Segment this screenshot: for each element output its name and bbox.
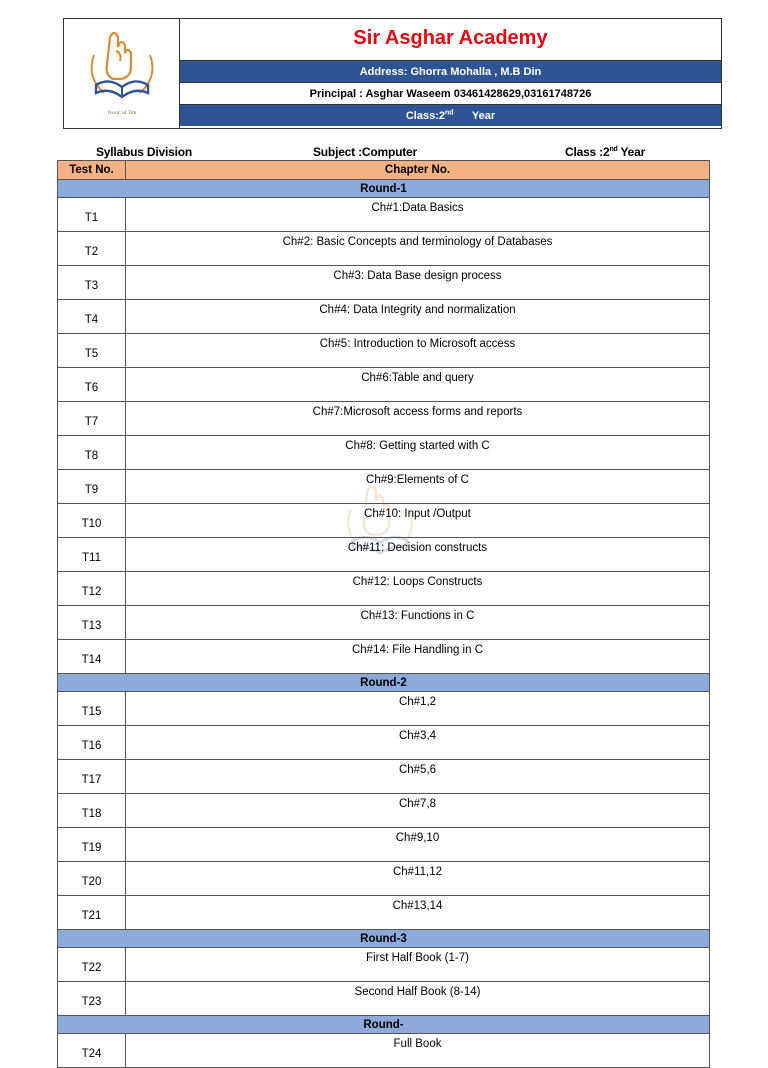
class-meta-label [565, 145, 645, 159]
table-row [58, 640, 710, 674]
academy-header [63, 18, 722, 129]
chapter-cell: Ch#1,2 [126, 692, 710, 726]
syllabus-table-body [58, 180, 710, 1068]
chapter-cell: Ch#13: Functions in C [126, 606, 710, 640]
academy-logo-icon [72, 25, 172, 111]
test-number-cell: T21 [58, 896, 126, 930]
table-row [58, 794, 710, 828]
table-row [58, 436, 710, 470]
chapter-cell: Full Book [126, 1034, 710, 1068]
table-row [58, 470, 710, 504]
test-number-cell: T7 [58, 402, 126, 436]
test-number-cell: T20 [58, 862, 126, 896]
test-number-cell: T14 [58, 640, 126, 674]
chapter-cell: Ch#3,4 [126, 726, 710, 760]
chapter-no-header: Chapter No. [126, 161, 710, 180]
test-number-cell: T1 [58, 198, 126, 232]
table-row [58, 606, 710, 640]
test-number-cell: T9 [58, 470, 126, 504]
address-band: Address: Ghorra Mohalla , M.B Din [180, 61, 721, 83]
table-row [58, 300, 710, 334]
table-row [58, 232, 710, 266]
table-row [58, 692, 710, 726]
test-number-cell: T2 [58, 232, 126, 266]
table-row [58, 760, 710, 794]
chapter-cell: Ch#11,12 [126, 862, 710, 896]
test-number-cell: T17 [58, 760, 126, 794]
chapter-cell: Ch#11: Decision constructs [126, 538, 710, 572]
logo-cell [64, 19, 180, 128]
test-no-header: Test No. [58, 161, 126, 180]
table-row [58, 982, 710, 1016]
test-number-cell: T16 [58, 726, 126, 760]
test-number-cell: T3 [58, 266, 126, 300]
test-number-cell: T10 [58, 504, 126, 538]
round-label: Round-3 [58, 930, 710, 948]
test-number-cell: T23 [58, 982, 126, 1016]
round-row [58, 1016, 710, 1034]
table-row [58, 726, 710, 760]
table-row [58, 948, 710, 982]
table-row [58, 334, 710, 368]
chapter-cell: First Half Book (1-7) [126, 948, 710, 982]
test-number-cell: T19 [58, 828, 126, 862]
subject-label: Subject :Computer [313, 145, 417, 159]
test-number-cell: T8 [58, 436, 126, 470]
chapter-cell: Ch#3: Data Base design process [126, 266, 710, 300]
test-number-cell: T13 [58, 606, 126, 640]
chapter-cell: Ch#12: Loops Constructs [126, 572, 710, 606]
round-label: Round- [58, 1016, 710, 1034]
class-meta-prefix: Class :2 [565, 145, 610, 159]
chapter-cell: Ch#13,14 [126, 896, 710, 930]
academy-title: Sir Asghar Academy [180, 19, 721, 61]
chapter-cell: Ch#14: File Handling in C [126, 640, 710, 674]
test-number-cell: T11 [58, 538, 126, 572]
test-number-cell: T6 [58, 368, 126, 402]
table-row [58, 538, 710, 572]
table-row [58, 198, 710, 232]
table-row [58, 572, 710, 606]
test-number-cell: T12 [58, 572, 126, 606]
chapter-cell: Ch#5: Introduction to Microsoft access [126, 334, 710, 368]
table-row [58, 368, 710, 402]
round-row [58, 930, 710, 948]
principal-band: Principal : Asghar Waseem 03461428629,03161748726 [180, 83, 721, 105]
syllabus-table [57, 160, 710, 1068]
test-number-cell: T18 [58, 794, 126, 828]
test-number-cell: T22 [58, 948, 126, 982]
round-label: Round-2 [58, 674, 710, 692]
table-row [58, 402, 710, 436]
logo-caption: Noor ul Ilm [107, 110, 137, 116]
chapter-cell: Second Half Book (8-14) [126, 982, 710, 1016]
chapter-cell: Ch#1:Data Basics [126, 198, 710, 232]
test-number-cell: T4 [58, 300, 126, 334]
round-row [58, 674, 710, 692]
table-header-row [58, 161, 710, 180]
test-number-cell: T5 [58, 334, 126, 368]
chapter-cell: Ch#7,8 [126, 794, 710, 828]
class-meta-sup: nd [609, 146, 618, 153]
class-band [180, 105, 721, 126]
table-row [58, 266, 710, 300]
chapter-cell: Ch#10: Input /Output [126, 504, 710, 538]
chapter-cell: Ch#5,6 [126, 760, 710, 794]
chapter-cell: Ch#6:Table and query [126, 368, 710, 402]
class-suffix: Year [471, 110, 496, 122]
test-number-cell: T24 [58, 1034, 126, 1068]
class-label: Class:2 [405, 110, 445, 122]
class-sup: nd [444, 109, 454, 117]
table-row [58, 862, 710, 896]
table-row [58, 828, 710, 862]
chapter-cell: Ch#7:Microsoft access forms and reports [126, 402, 710, 436]
chapter-cell: Ch#8: Getting started with C [126, 436, 710, 470]
chapter-cell: Ch#4: Data Integrity and normalization [126, 300, 710, 334]
class-meta-suffix: Year [617, 145, 646, 159]
round-row [58, 180, 710, 198]
table-row [58, 896, 710, 930]
test-number-cell: T15 [58, 692, 126, 726]
chapter-cell: Ch#9:Elements of C [126, 470, 710, 504]
chapter-cell: Ch#2: Basic Concepts and terminology of Databases [126, 232, 710, 266]
table-row [58, 504, 710, 538]
table-row [58, 1034, 710, 1068]
syllabus-division-label: Syllabus Division [96, 145, 192, 159]
round-label: Round-1 [58, 180, 710, 198]
chapter-cell: Ch#9,10 [126, 828, 710, 862]
